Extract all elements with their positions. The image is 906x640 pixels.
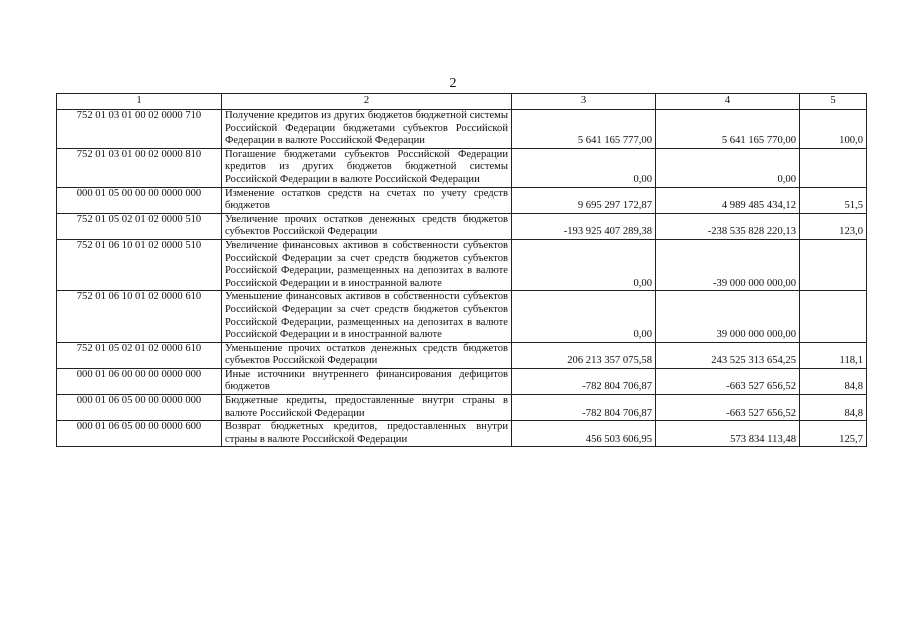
row-value-col4: 5 641 165 770,00 xyxy=(656,110,800,149)
budget-table xyxy=(56,93,867,447)
row-value-col3: 456 503 606,95 xyxy=(512,421,656,447)
table-row xyxy=(57,421,867,447)
column-header: 5 xyxy=(800,94,867,110)
row-percent: 118,1 xyxy=(800,342,867,368)
table-row xyxy=(57,213,867,239)
row-description: Бюджетные кредиты, предоставленные внутри страны в валюте Российской Федерации xyxy=(222,395,512,421)
table-row xyxy=(57,395,867,421)
row-value-col3: 0,00 xyxy=(512,148,656,187)
row-description: Погашение бюджетами субъектов Российской Федерации кредитов из других бюджетов бюджетной системы Российской Федерации в валюте Российской Федерации xyxy=(222,148,512,187)
row-value-col4: -663 527 656,52 xyxy=(656,395,800,421)
row-value-col4: -663 527 656,52 xyxy=(656,368,800,394)
row-description: Увеличение прочих остатков денежных средств бюджетов субъектов Российской Федерации xyxy=(222,213,512,239)
row-code: 752 01 06 10 01 02 0000 510 xyxy=(57,239,222,290)
row-percent: 123,0 xyxy=(800,213,867,239)
row-value-col3: -193 925 407 289,38 xyxy=(512,213,656,239)
row-value-col4: -238 535 828 220,13 xyxy=(656,213,800,239)
table-row xyxy=(57,342,867,368)
row-value-col4: -39 000 000 000,00 xyxy=(656,239,800,290)
row-description: Иные источники внутреннего финансирования дефицитов бюджетов xyxy=(222,368,512,394)
table-row xyxy=(57,368,867,394)
row-value-col3: -782 804 706,87 xyxy=(512,368,656,394)
row-percent: 100,0 xyxy=(800,110,867,149)
row-code: 752 01 06 10 01 02 0000 610 xyxy=(57,291,222,342)
row-value-col4: 243 525 313 654,25 xyxy=(656,342,800,368)
row-code: 000 01 06 05 00 00 0000 000 xyxy=(57,395,222,421)
row-description: Уменьшение прочих остатков денежных средств бюджетов субъектов Российской Федерации xyxy=(222,342,512,368)
row-value-col3: 5 641 165 777,00 xyxy=(512,110,656,149)
table-header-row xyxy=(57,94,867,110)
row-percent xyxy=(800,291,867,342)
row-code: 000 01 06 00 00 00 0000 000 xyxy=(57,368,222,394)
row-value-col3: 9 695 297 172,87 xyxy=(512,187,656,213)
row-code: 752 01 03 01 00 02 0000 810 xyxy=(57,148,222,187)
row-description: Возврат бюджетных кредитов, предоставленных внутри страны в валюте Российской Федерации xyxy=(222,421,512,447)
column-header: 4 xyxy=(656,94,800,110)
row-description: Получение кредитов из других бюджетов бюджетной системы Российской Федерации бюджетами субъектов Российской Федерации в валюте Российской Федерации xyxy=(222,110,512,149)
row-percent xyxy=(800,239,867,290)
row-description: Увеличение финансовых активов в собственности субъектов Российской Федерации за счет средств бюджетов субъектов Российской Федерации, размещенных на депозитах в валюте Российской Федерации и в иностранной валюте xyxy=(222,239,512,290)
table-row xyxy=(57,148,867,187)
row-code: 000 01 05 00 00 00 0000 000 xyxy=(57,187,222,213)
column-header: 1 xyxy=(57,94,222,110)
row-percent: 84,8 xyxy=(800,368,867,394)
row-code: 752 01 03 01 00 02 0000 710 xyxy=(57,110,222,149)
row-percent xyxy=(800,148,867,187)
column-header: 3 xyxy=(512,94,656,110)
row-value-col3: -782 804 706,87 xyxy=(512,395,656,421)
page-number: 2 xyxy=(449,76,457,91)
row-value-col4: 4 989 485 434,12 xyxy=(656,187,800,213)
column-header: 2 xyxy=(222,94,512,110)
table-row xyxy=(57,187,867,213)
row-code: 752 01 05 02 01 02 0000 610 xyxy=(57,342,222,368)
table-row xyxy=(57,110,867,149)
row-code: 752 01 05 02 01 02 0000 510 xyxy=(57,213,222,239)
row-description: Изменение остатков средств на счетах по учету средств бюджетов xyxy=(222,187,512,213)
row-percent: 125,7 xyxy=(800,421,867,447)
row-code: 000 01 06 05 00 00 0000 600 xyxy=(57,421,222,447)
row-description: Уменьшение финансовых активов в собственности субъектов Российской Федерации за счет средств бюджетов субъектов Российской Федерации, размещенных на депозитах в валюте Российской Федерации и в иностранной валюте xyxy=(222,291,512,342)
row-value-col4: 39 000 000 000,00 xyxy=(656,291,800,342)
row-percent: 51,5 xyxy=(800,187,867,213)
row-value-col4: 573 834 113,48 xyxy=(656,421,800,447)
row-percent: 84,8 xyxy=(800,395,867,421)
row-value-col3: 206 213 357 075,58 xyxy=(512,342,656,368)
table-row xyxy=(57,239,867,290)
row-value-col4: 0,00 xyxy=(656,148,800,187)
row-value-col3: 0,00 xyxy=(512,291,656,342)
table-row xyxy=(57,291,867,342)
row-value-col3: 0,00 xyxy=(512,239,656,290)
